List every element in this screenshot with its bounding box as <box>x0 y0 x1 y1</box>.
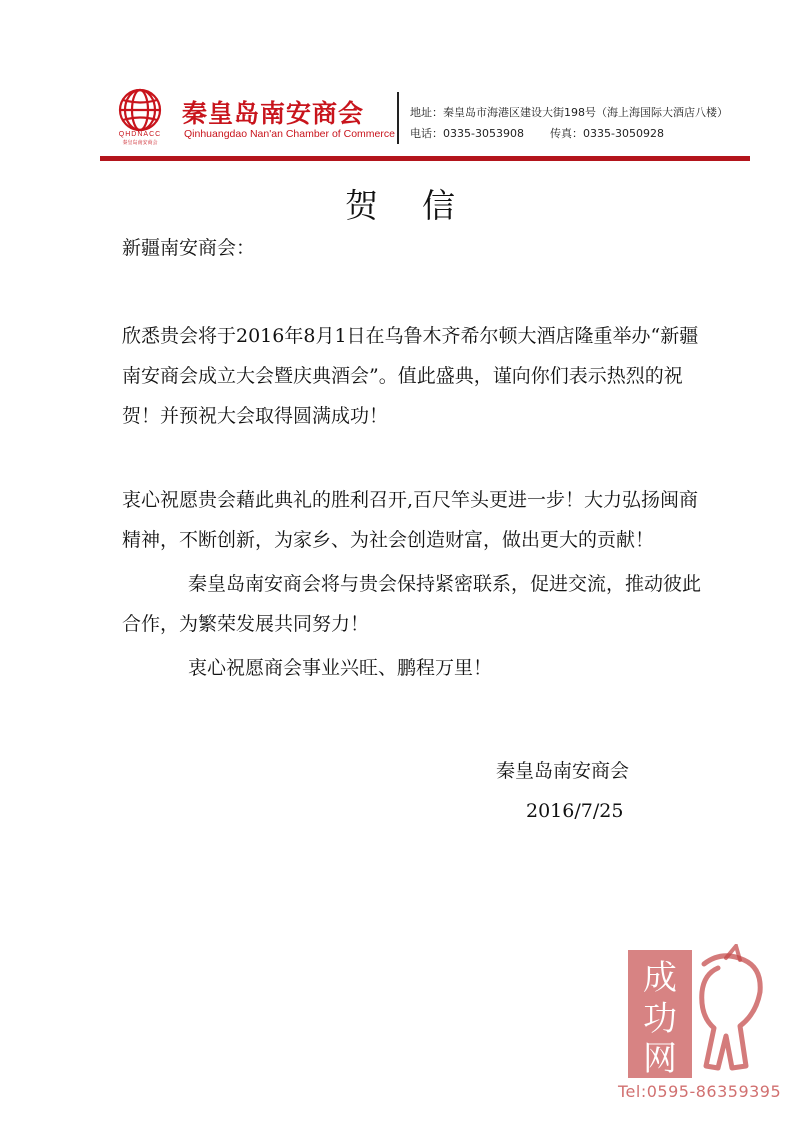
watermark-tel: Tel:0595-86359395 <box>618 1082 782 1101</box>
watermark-char-1: 成 <box>643 958 677 998</box>
phone-text: 电话：0335-3053908 <box>410 127 524 140</box>
letterhead <box>100 84 750 150</box>
svg-text:秦皇岛南安商会: 秦皇岛南安商会 <box>122 140 158 146</box>
paragraph-4: 衷心祝愿商会事业兴旺、鹏程万里！ <box>188 657 493 679</box>
svg-text:QHDNACC: QHDNACC <box>118 131 162 138</box>
header-rule <box>100 156 750 161</box>
watermark-char-3: 网 <box>643 1039 677 1079</box>
fax-text: 传真：0335-3050928 <box>550 127 664 140</box>
signer: 秦皇岛南安商会 <box>496 760 630 782</box>
header-divider <box>397 92 399 144</box>
watermark-stamp-icon <box>622 944 782 1084</box>
org-name-cn: 秦皇岛南安商会 <box>182 99 365 128</box>
letter-date: 2016/7/25 <box>526 800 624 822</box>
paragraph-3: 秦皇岛南安商会将与贵会保持紧密联系，促进交流，推动彼此合作，为繁荣发展共同努力！ <box>122 573 702 635</box>
org-name-en: Qinhuangdao Nan'an Chamber of Commerce <box>184 128 395 140</box>
salutation: 新疆南安商会： <box>122 237 256 259</box>
watermark-char-2: 功 <box>643 999 677 1039</box>
paragraph-2: 衷心祝愿贵会藉此典礼的胜利召开,百尺竿头更进一步！大力弘扬闽商精神，不断创新，为家乡、为社会创造财富，做出更大的贡献！ <box>122 489 699 551</box>
paragraph-1: 欣悉贵会将于2016年8月1日在乌鲁木齐希尔顿大酒店隆重举办“新疆南安商会成立大会暨庆典酒会”。值此盛典，谨向你们表示热烈的祝贺！并预祝大会取得圆满成功！ <box>122 325 699 427</box>
letter-title: 贺信 <box>345 186 499 225</box>
globe-logo-icon <box>108 86 172 146</box>
address-text: 地址：秦皇岛市海港区建设大街198号（海上海国际大酒店八楼） <box>410 106 728 119</box>
